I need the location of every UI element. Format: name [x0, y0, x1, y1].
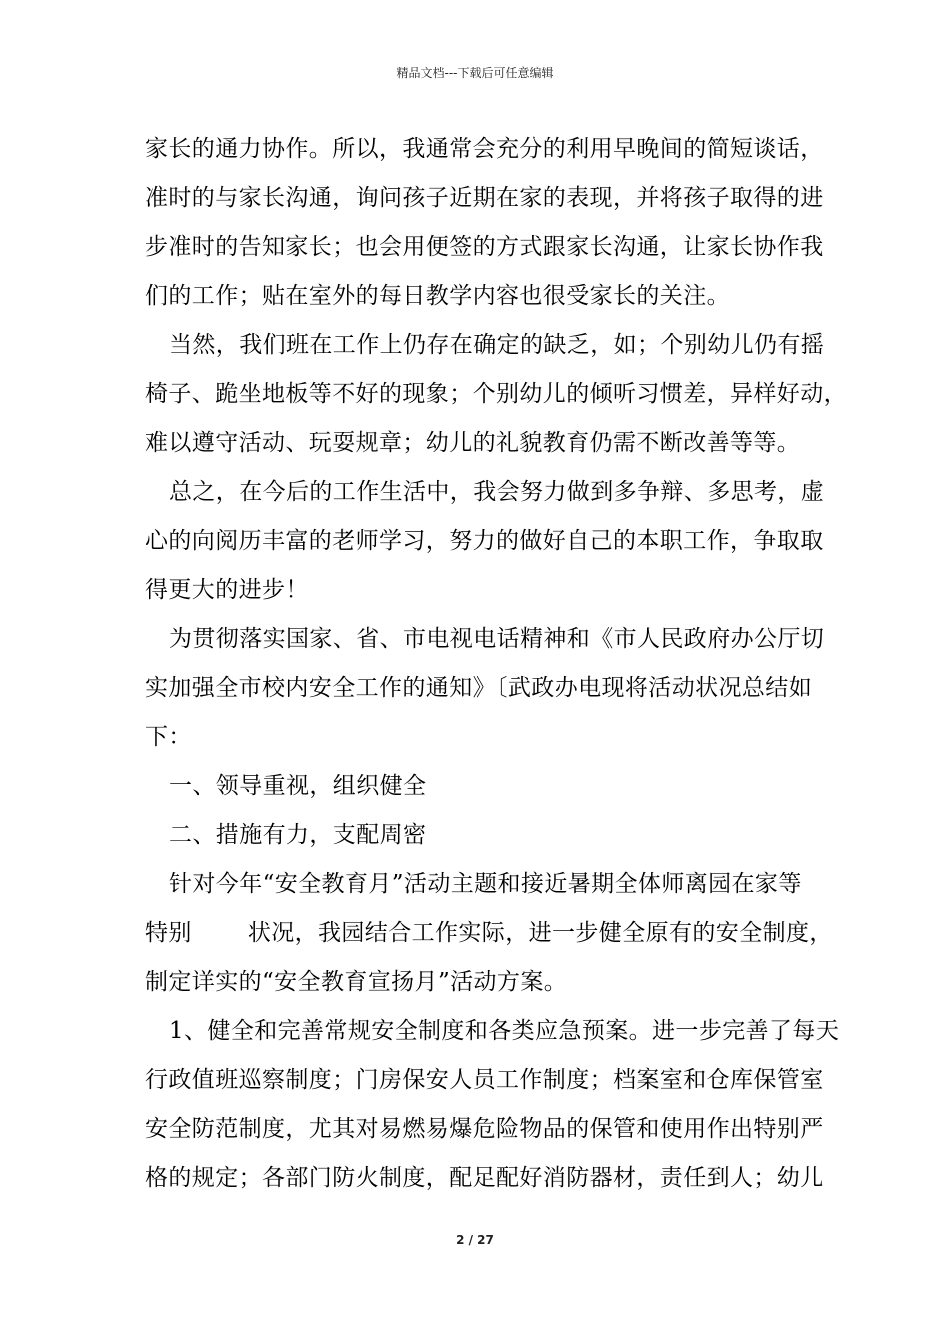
section-heading: 一、领导重视，组织健全: [169, 773, 427, 799]
body-line: 1、健全和完善常规安全制度和各类应急预案。进一步完善了每天: [169, 1018, 840, 1044]
body-line: 实加强全市校内安全工作的通知》〔武政办电现将活动状况总结如: [145, 675, 813, 701]
body-line: 步准时的告知家长；也会用便签的方式跟家长沟通，让家长协作我: [145, 234, 824, 260]
section-heading: 二、措施有力，支配周密: [169, 822, 427, 848]
body-line: 针对今年“安全教育月”活动主题和接近暑期全体师离园在家等: [169, 871, 802, 897]
body-line: 们的工作；贴在室外的每日教学内容也很受家长的关注。: [145, 283, 730, 309]
body-line: 得更大的进步！: [145, 577, 309, 603]
body-line: 行政值班巡察制度；门房保安人员工作制度；档案室和仓库保管室: [145, 1067, 824, 1093]
body-line: 制定详实的“安全教育宣扬月”活动方案。: [145, 969, 568, 995]
body-line: 为贯彻落实国家、省、市电视电话精神和《市人民政府办公厅切: [169, 626, 825, 652]
body-line: 下：: [145, 724, 192, 750]
body-line: 家长的通力协作。所以，我通常会充分的利用早晚间的简短谈话，: [145, 136, 824, 162]
body-line: 准时的与家长沟通，询问孩子近期在家的表现，并将孩子取得的进: [145, 185, 824, 211]
document-body: [145, 129, 847, 1207]
body-line: 总之，在今后的工作生活中，我会努力做到多争辩、多思考，虚: [169, 479, 825, 505]
page-header: 精品文档---下载后可任意编辑: [396, 66, 554, 80]
body-line: 难以遵守活动、玩耍规章；幼儿的礼貌教育仍需不断改善等等。: [145, 430, 801, 456]
body-line: 格的规定；各部门防火制度，配足配好消防器材，责任到人；幼儿: [145, 1165, 824, 1191]
body-line: 安全防范制度，尤其对易燃易爆危险物品的保管和使用作出特别严: [145, 1116, 824, 1142]
body-line: 当然，我们班在工作上仍存在确定的缺乏，如；个别幼儿仍有摇: [169, 332, 825, 358]
body-line-prefix: 特别: [145, 920, 192, 946]
body-line: [145, 913, 833, 962]
body-line-rest: 状况，我园结合工作实际，进一步健全原有的安全制度，: [247, 920, 833, 946]
body-line: 椅子、跪坐地板等不好的现象；个别幼儿的倾听习惯差，异样好动，: [145, 381, 847, 407]
body-line: 心的向阅历丰富的老师学习，努力的做好自己的本职工作，争取取: [145, 528, 824, 554]
page-number: 2 / 27: [456, 1233, 494, 1247]
